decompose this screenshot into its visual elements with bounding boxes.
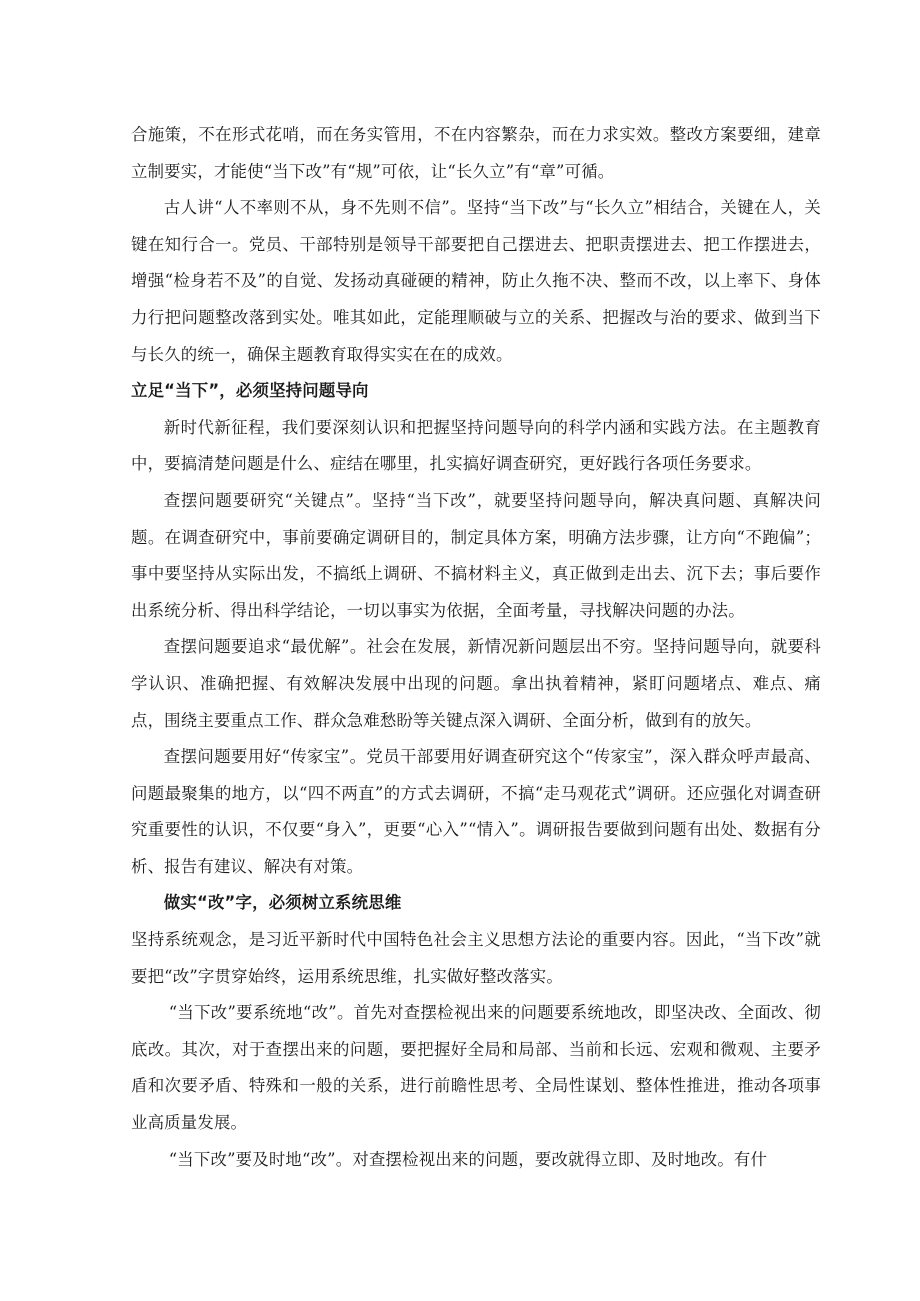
paragraph: 新时代新征程，我们要深刻认识和把握坚持问题导向的科学内涵和实践方法。在主题教育中，要搞清楚问题是什么、症结在哪里，扎实搞好调查研究，更好践行各项任务要求。 [131,417,821,474]
paragraph: “当下改”要及时地“改”。对查摆检视出来的问题，要改就得立即、及时地改。有什 [168,1149,768,1169]
document-page [131,117,821,1178]
section-heading: 做实“改”字，必须树立系统思维 [163,893,402,913]
paragraph: 查摆问题要用好“传家宝”。党员干部要用好调查研究这个“传家宝”，深入群众呼声最高、问题最聚集的地方，以“四不两直”的方式去调研，不搞“走马观花式”调研。还应强化对调查研究重要性的认识，不仅要“身入”，更要“心入”“情入”。调研报告要做到问题有出处、数据有分析、报告有建议、解决有对策。 [131,747,821,876]
paragraph: 坚持系统观念，是习近平新时代中国特色社会主义思想方法论的重要内容。因此，“当下改”就要把“改”字贯穿始终，运用系统思维，扎实做好整改落实。 [131,930,821,986]
paragraph: 合施策，不在形式花哨，而在务实管用，不在内容繁杂，而在力求实效。整改方案要细，建章立制要实，才能使“当下改”有“规”可依，让“长久立”有“章”可循。 [131,125,821,181]
paragraph: 查摆问题要追求“最优解”。社会在发展，新情况新问题层出不穷。坚持问题导向，就要科学认识、准确把握、有效解决发展中出现的问题。拿出执着精神，紧盯问题堵点、难点、痛点，围绕主要重点工作、群众急难愁盼等关键点深入调研、全面分析，做到有的放矢。 [131,637,821,730]
section-heading: 立足“当下”，必须坚持问题导向 [131,381,369,401]
paragraph: “当下改”要系统地“改”。首先对查摆检视出来的问题要系统地改，即坚决改、全面改、彻底改。其次，对于查摆出来的问题，要把握好全局和局部、当前和长远、宏观和微观、主要矛盾和次要矛盾、特殊和一般的关系，进行前瞻性思考、全局性谋划、整体性推进，推动各项事业高质量发展。 [131,1003,821,1133]
paragraph: 查摆问题要研究“关键点”。坚持“当下改”，就要坚持问题导向，解决真问题、真解决问题。在调查研究中，事前要确定调研目的，制定具体方案，明确方法步骤，让方向“不跑偏”；事中要坚持从实际出发，不搞纸上调研、不搞材料主义，真正做到走出去、沉下去；事后要作出系统分析、得出科学结论，一切以事实为依据，全面考量，寻找解决问题的办法。 [131,490,821,620]
paragraph: 古人讲“人不率则不从，身不先则不信”。坚持“当下改”与“长久立”相结合，关键在人，关键在知行合一。党员、干部特别是领导干部要把自己摆进去、把职责摆进去、把工作摆进去，增强“检身若不及”的自觉、发扬动真碰硬的精神，防止久拖不决、整而不改，以上率下、身体力行把问题整改落到实处。唯其如此，定能理顺破与立的关系、把握改与治的要求、做到当下与长久的统一，确保主题教育取得实实在在的成效。 [131,198,821,364]
